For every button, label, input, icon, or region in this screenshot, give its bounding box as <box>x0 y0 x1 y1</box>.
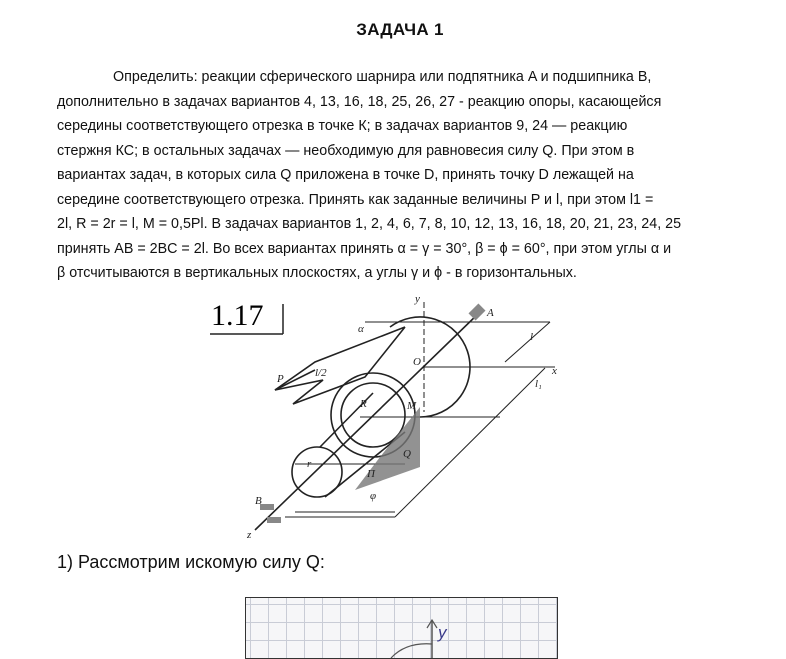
page-title: ЗАДАЧА 1 <box>356 20 444 39</box>
text-line: 2l, R = 2r = l, M = 0,5Pl. В задачах вариантов 1, 2, 4, 6, 7, 8, 10, 12, 13, 16, 18, 20, 21, 23, 24, 25 <box>57 216 682 232</box>
label-O: O <box>413 356 421 368</box>
label-A: A <box>487 307 494 319</box>
label-phi: φ <box>370 490 377 502</box>
text-line: стержня КС; в остальных задачах — необходимую для равновесия силу Q. При этом в <box>57 142 635 159</box>
label-B: B <box>255 495 262 507</box>
problem-statement <box>57 65 757 286</box>
sketch-label-y: y <box>438 623 447 642</box>
step-heading: 1) Рассмотрим искомую силу Q: <box>57 552 325 572</box>
text-line: дополнительно в задачах вариантов 4, 13, 16, 18, 25, 26, 27 - реакцию опоры, касающейся <box>57 93 662 110</box>
text-line: Определить: реакции сферического шарнира или подпятника A и подшипника B, <box>113 69 652 85</box>
label-l1: l₁ <box>535 378 542 390</box>
text-line: принять AB = 2BC = 2l. Во всех вариантах принять α = γ = 30°, β = ϕ = 60°, при этом углы α и <box>57 240 672 257</box>
label-Q: Q <box>403 448 411 460</box>
handwritten-sketch-photo <box>245 597 558 659</box>
sketch-drawing <box>246 598 557 658</box>
label-x: x <box>552 365 557 377</box>
label-r: r <box>307 458 312 470</box>
label-z: z <box>247 529 252 541</box>
label-pi: П <box>367 468 375 480</box>
label-y: y <box>415 293 420 305</box>
figure-number: 1.17 <box>211 299 264 332</box>
mechanics-diagram <box>195 292 595 542</box>
label-M: M <box>407 400 417 412</box>
figure-number-box <box>210 299 283 334</box>
label-l2: l/2 <box>315 367 327 379</box>
support-A <box>469 304 486 321</box>
label-l: l <box>530 331 534 343</box>
label-alpha: α <box>358 323 364 335</box>
label-R: R <box>360 398 367 410</box>
text-line: β отсчитываются в вертикальных плоскостях, а углы γ и ϕ - в горизонтальных. <box>57 265 577 281</box>
label-P: P <box>277 373 284 385</box>
text-line: середины соответствующего отрезка в точке К; в задачах вариантов 9, 24 — реакцию <box>57 118 628 134</box>
text-line: вариантах задач, в которых сила Q приложена в точке D, принять точку D лежащей на <box>57 167 634 183</box>
text-line: середине соответствующего отрезка. Принять как заданные величины P и l, при этом l1 = <box>57 191 654 208</box>
